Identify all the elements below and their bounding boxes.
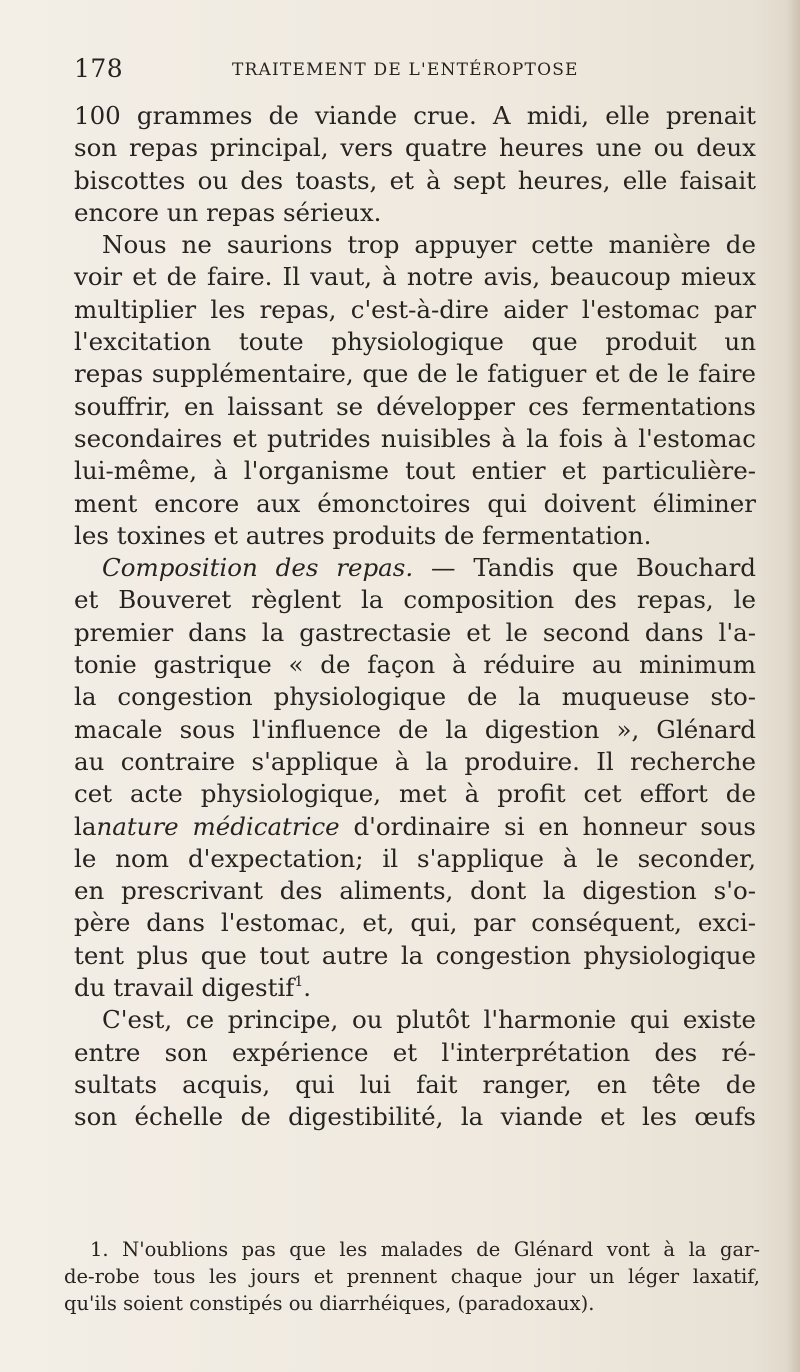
text-line: et Bouveret règlent la composition des repas, le	[74, 585, 756, 615]
text-line: macale sous l'influence de la digestion », Glénard	[74, 714, 756, 744]
page-number: 178	[74, 54, 124, 83]
text-line: l'excitation toute physiologique que produit un	[74, 327, 756, 357]
footnote-line: de-robe tous les jours et prennent chaque jour un léger laxatif,	[64, 1265, 760, 1288]
footnote-marker: 1	[294, 974, 304, 991]
text-line: multiplier les repas, c'est-à-dire aider l'estomac par	[74, 294, 756, 324]
text-line	[74, 811, 756, 843]
text-line: son échelle de digestibilité, la viande et les œufs	[74, 1102, 756, 1132]
running-title: TRAITEMENT DE L'ENTÉROPTOSE	[232, 60, 579, 80]
text-run: d'ordinaire si en honneur sous	[339, 811, 757, 841]
text-line: repas supplémentaire, que de le fatiguer et de le faire	[74, 359, 756, 389]
text-line: sultats acquis, qui lui fait ranger, en tête de	[74, 1069, 756, 1099]
section-heading: Composition des repas.	[102, 553, 414, 583]
text-line: lui-même, à l'organisme tout entier et particulière-	[74, 456, 756, 486]
text-line: en prescrivant des aliments, dont la digestion s'o-	[74, 876, 756, 906]
text-line: biscottes ou des toasts, et à sept heures, elle faisait	[74, 165, 756, 195]
footnote-line: qu'ils soient constipés ou diarrhéiques, (paradoxaux).	[64, 1292, 595, 1315]
body-text	[74, 100, 756, 1134]
text-line: au contraire s'applique à la produire. Il recherche	[74, 746, 756, 776]
text-line: entre son expérience et l'interprétation des ré-	[74, 1037, 756, 1067]
text-line: la congestion physiologique de la muqueuse sto-	[74, 682, 756, 712]
page-edge-shadow	[786, 0, 800, 1372]
text-run: la	[74, 811, 97, 841]
text-line: cet acte physiologique, met à profit cet effort de	[74, 779, 756, 809]
text-line: tonie gastrique « de façon à réduire au minimum	[74, 650, 756, 680]
text-run: du travail digestif	[74, 973, 295, 1003]
text-run: .	[303, 973, 312, 1003]
footnote	[64, 1236, 760, 1317]
text-line: père dans l'estomac, et, qui, par conséquent, exci-	[74, 908, 756, 938]
italic-phrase: nature médicatrice	[96, 811, 340, 841]
footnote-line: 1. N'oublions pas que les malades de Glénard vont à la gar-	[90, 1238, 760, 1261]
text-line: 100 grammes de viande crue. A midi, elle prenait	[74, 101, 756, 130]
text-line: son repas principal, vers quatre heures une ou deux	[74, 133, 756, 163]
paragraph-start-line: C'est, ce principe, ou plutôt l'harmonie qui existe	[102, 1005, 756, 1035]
text-line: voir et de faire. Il vaut, à notre avis, beaucoup mieux	[74, 262, 756, 292]
text-line: encore un repas sérieux.	[74, 197, 382, 227]
text-line	[74, 972, 756, 1004]
page-header	[74, 54, 754, 90]
text-line: les toxines et autres produits de fermentation.	[74, 520, 652, 550]
text-line: ment encore aux émonctoires qui doivent éliminer	[74, 488, 756, 518]
section-heading-line	[74, 552, 756, 584]
text-run: — Tandis que Bouchard	[413, 553, 756, 583]
text-line: souffrir, en laissant se développer ces fermentations	[74, 391, 756, 421]
text-line: tent plus que tout autre la congestion physiologique	[74, 940, 756, 970]
paragraph-start-line: Nous ne saurions trop appuyer cette manière de	[102, 230, 756, 260]
text-line: le nom d'expectation; il s'applique à le seconder,	[74, 843, 756, 873]
text-line: premier dans la gastrectasie et le second dans l'a-	[74, 617, 756, 647]
text-line: secondaires et putrides nuisibles à la fois à l'estomac	[74, 423, 756, 453]
